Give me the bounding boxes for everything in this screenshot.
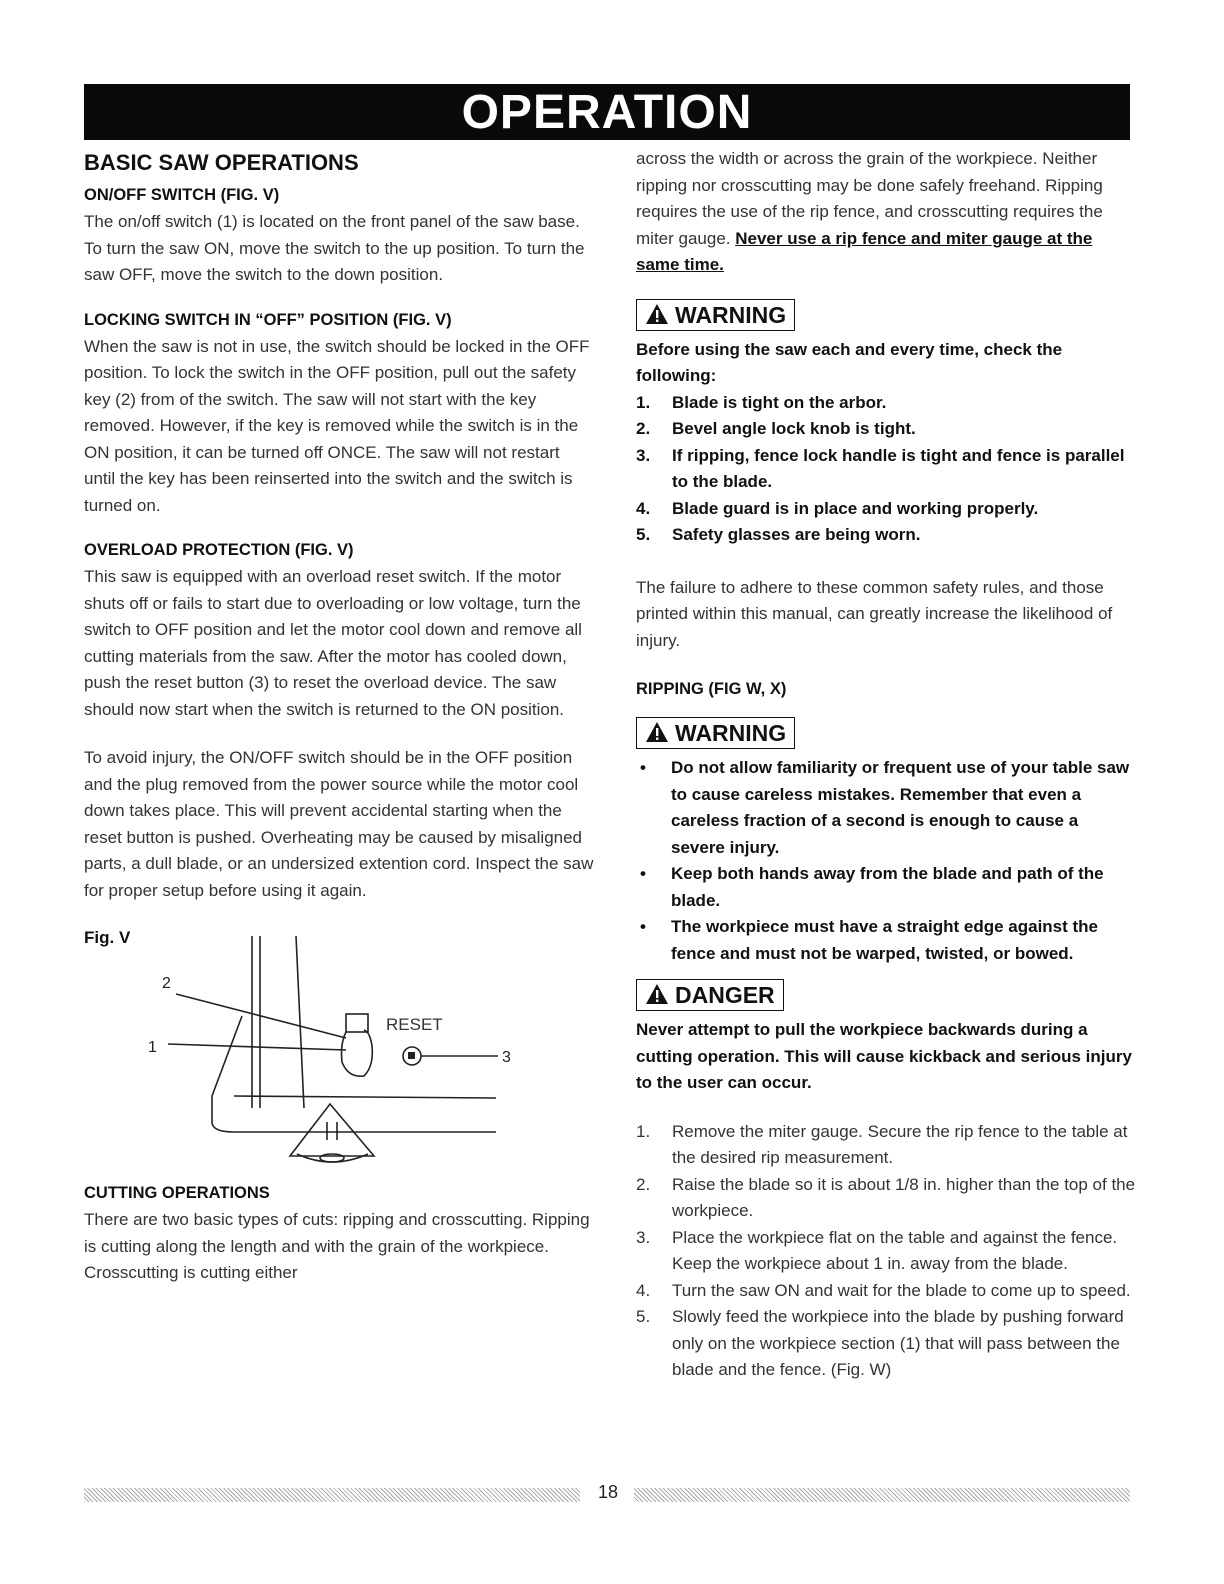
danger-triangle-icon (645, 983, 669, 1005)
onoff-switch-heading: ON/OFF SWITCH (FIG. V) (84, 186, 280, 204)
adhere-text: The failure to adhere to these common safety rules, and those printed within this manual, can greatly increase the likelihood of injury. (636, 577, 1113, 650)
left-column (84, 150, 594, 1287)
warning-triangle-icon (645, 721, 669, 743)
checklist (636, 390, 1136, 549)
callout-2: 2 (162, 975, 171, 992)
list-item: • Keep both hands away from the blade and path of the blade. (640, 864, 1104, 910)
danger-label: DANGER (636, 979, 784, 1011)
continued-text: across the width or across the grain of the workpiece. Neither ripping nor crosscutting may be done safely freehand. Ripping requires the use of the rip fence, and crosscutting requires the miter gauge. (636, 149, 1103, 248)
ripping-heading: RIPPING (FIG W, X) (636, 680, 787, 698)
right-column (636, 146, 1136, 1384)
overload-injury-text: To avoid injury, the ON/OFF switch should be in the OFF position and the plug removed from the power source while the motor cool down takes place. This will prevent accidental starting when the reset button is pushed. Overheating may be caused by misaligned parts, a dull blade, or an undersized extention cord. Inspect the saw for proper setup before using it again. (84, 748, 594, 900)
list-item: 3. If ripping, fence lock handle is tight and fence is parallel to the blade. (636, 445, 1125, 491)
list-item: 5. Safety glasses are being worn. (636, 525, 921, 544)
list-item: 1. Remove the miter gauge. Secure the rip fence to the table at the desired rip measurement. (636, 1121, 1128, 1167)
list-item: 1. Blade is tight on the arbor. (636, 392, 887, 412)
overload-protection-heading: OVERLOAD PROTECTION (FIG. V) (84, 541, 354, 559)
figure-v (84, 926, 594, 1176)
list-item: 2. Bevel angle lock knob is tight. (636, 419, 916, 438)
footer-rule-right (634, 1488, 1130, 1502)
list-item: 5. Slowly feed the workpiece into the blade by pushing forward only on the workpiece section (1) that will pass between the blade and the fence. (Fig. W) (636, 1307, 1124, 1379)
locking-switch-text: When the saw is not in use, the switch should be locked in the OFF position. To lock the switch in the OFF position, pull out the safety key (2) from of the switch. The saw will not start with the key removed. However, if the key is removed while the switch is in the ON position, it can be turned off ONCE. The saw will not restart until the key has been reinserted into the switch and the switch is turned on. (84, 336, 590, 515)
list-item: • Do not allow familiarity or frequent use of your table saw to cause careless mistakes. Remember that even a careless fraction of a second is enough to cause a severe injury. (640, 758, 1130, 857)
list-item: • The workpiece must have a straight edge against the fence and must not be warped, twisted, or bowed. (640, 917, 1099, 963)
section-title: BASIC SAW OPERATIONS (84, 150, 359, 175)
reset-label: RESET (386, 1015, 443, 1034)
danger-text: Never attempt to pull the workpiece backwards during a cutting operation. This will cause kickback and serious injury to the user can occur. (636, 1020, 1132, 1092)
ripping-warnings (636, 755, 1136, 967)
warning-triangle-icon (645, 303, 669, 325)
continued-emphasis: Never use a rip fence and miter gauge at the same time. (636, 228, 1093, 274)
page-title-banner: OPERATION (84, 84, 1130, 140)
list-item: 2. Raise the blade so it is about 1/8 in. higher than the top of the workpiece. (636, 1174, 1136, 1220)
callout-1: 1 (148, 1039, 157, 1056)
cutting-operations-heading: CUTTING OPERATIONS (84, 1184, 270, 1202)
figure-label: Fig. V (84, 928, 131, 947)
cutting-operations-text: There are two basic types of cuts: ripping and crosscutting. Ripping is cutting along the length and with the grain of the workpiece. Crosscutting is cutting either (84, 1210, 590, 1282)
callout-3: 3 (502, 1049, 511, 1066)
warning-intro: Before using the saw each and every time, check the following: (636, 339, 1063, 385)
switch-diagram (84, 926, 584, 1176)
onoff-switch-text: The on/off switch (1) is located on the front panel of the saw base. To turn the saw ON, move the switch to the up position. To turn the saw OFF, move the switch to the down position. (84, 212, 585, 284)
page-footer (84, 1482, 1130, 1506)
list-item: 4. Blade guard is in place and working properly. (636, 498, 1039, 518)
warning-label-1: WARNING (636, 299, 795, 331)
ripping-steps (636, 1119, 1136, 1384)
footer-rule-left (84, 1488, 580, 1502)
overload-protection-text: This saw is equipped with an overload reset switch. If the motor shuts off or fails to start due to overloading or low voltage, turn the switch to OFF position and let the motor cool down and remove all cutting materials from the saw. After the motor has cooled down, push the reset button (3) to reset the overload device. The saw should now start when the switch is returned to the ON position. (84, 567, 582, 719)
warning-label-2: WARNING (636, 717, 795, 749)
locking-switch-heading: LOCKING SWITCH IN “OFF” POSITION (FIG. V) (84, 310, 452, 329)
page-number: 18 (597, 1482, 619, 1502)
list-item: 4. Turn the saw ON and wait for the blade to come up to speed. (636, 1280, 1131, 1300)
list-item: 3. Place the workpiece flat on the table and against the fence. Keep the workpiece about 1 in. away from the blade. (636, 1227, 1118, 1273)
